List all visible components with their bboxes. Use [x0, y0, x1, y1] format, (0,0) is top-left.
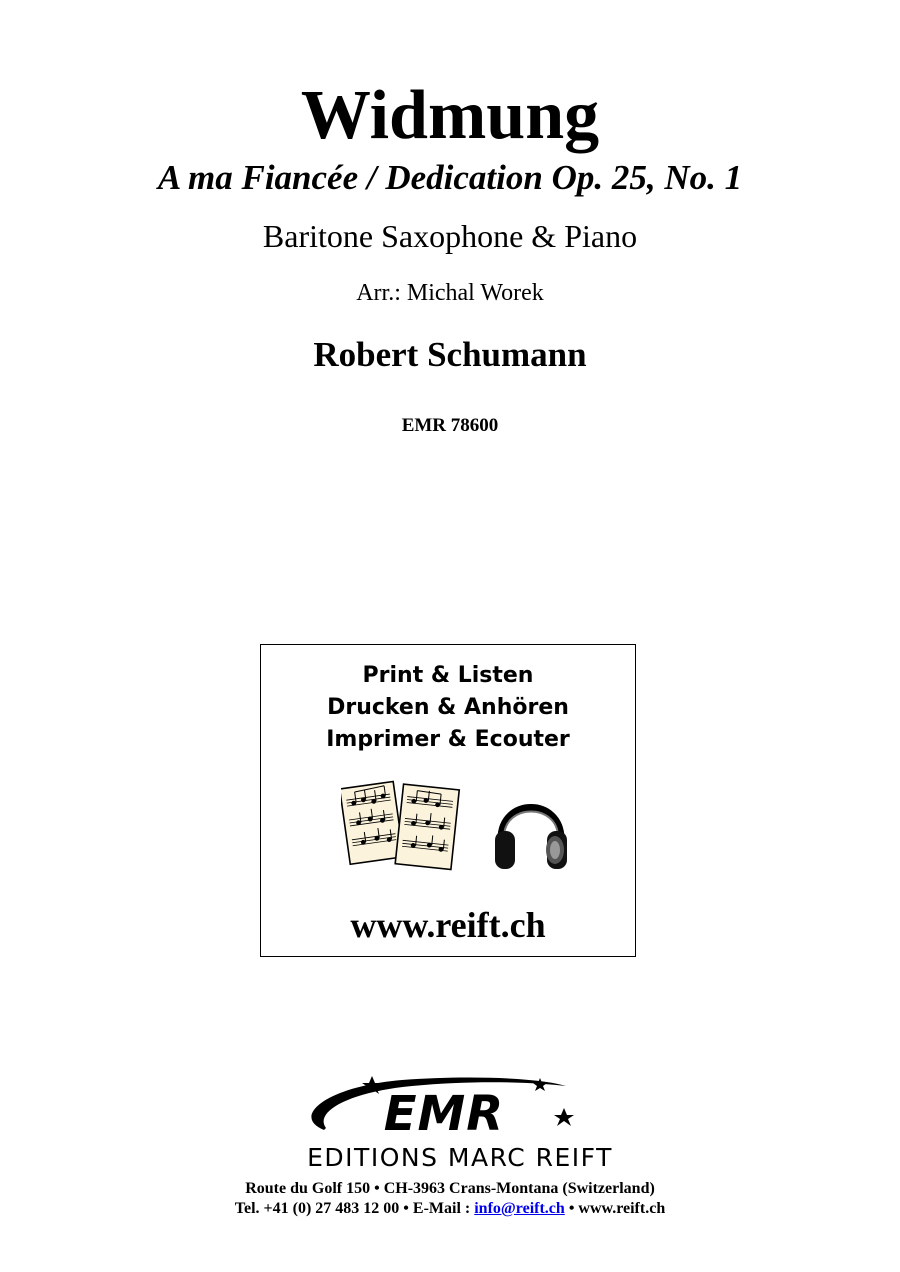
emr-logo: [240, 1074, 680, 1170]
print-listen-box: [260, 644, 636, 957]
email-link[interactable]: info@reift.ch: [474, 1200, 565, 1217]
score-title: Widmung: [300, 77, 600, 154]
sheet-music-icon: [341, 781, 459, 869]
promo-line-en: Print & Listen: [362, 663, 534, 688]
contact-phone: Tel. +41 (0) 27 483 12 00 • E-Mail :: [234, 1200, 471, 1217]
score-subtitle: A ma Fiancée / Dedication Op. 25, No. 1: [157, 158, 743, 197]
promo-illustration: [341, 777, 571, 877]
composer: Robert Schumann: [313, 335, 587, 374]
logo-name-text: EDITIONS MARC REIFT: [307, 1143, 613, 1170]
promo-line-fr: Imprimer & Ecouter: [326, 727, 570, 752]
contact-website: • www.reift.ch: [568, 1200, 666, 1217]
logo-emr-text: EMR: [383, 1086, 505, 1142]
headphones-icon: [495, 808, 567, 870]
instrumentation: Baritone Saxophone & Piano: [262, 218, 638, 254]
promo-line-de: Drucken & Anhören: [327, 695, 569, 720]
arranger: Arr.: Michal Worek: [356, 280, 544, 306]
publisher-contact: [0, 1198, 900, 1220]
catalog-number: EMR 78600: [401, 415, 499, 436]
publisher-address: Route du Golf 150 • CH-3963 Crans-Montana (Switzerland): [245, 1180, 655, 1197]
promo-url[interactable]: www.reift.ch: [350, 905, 546, 945]
